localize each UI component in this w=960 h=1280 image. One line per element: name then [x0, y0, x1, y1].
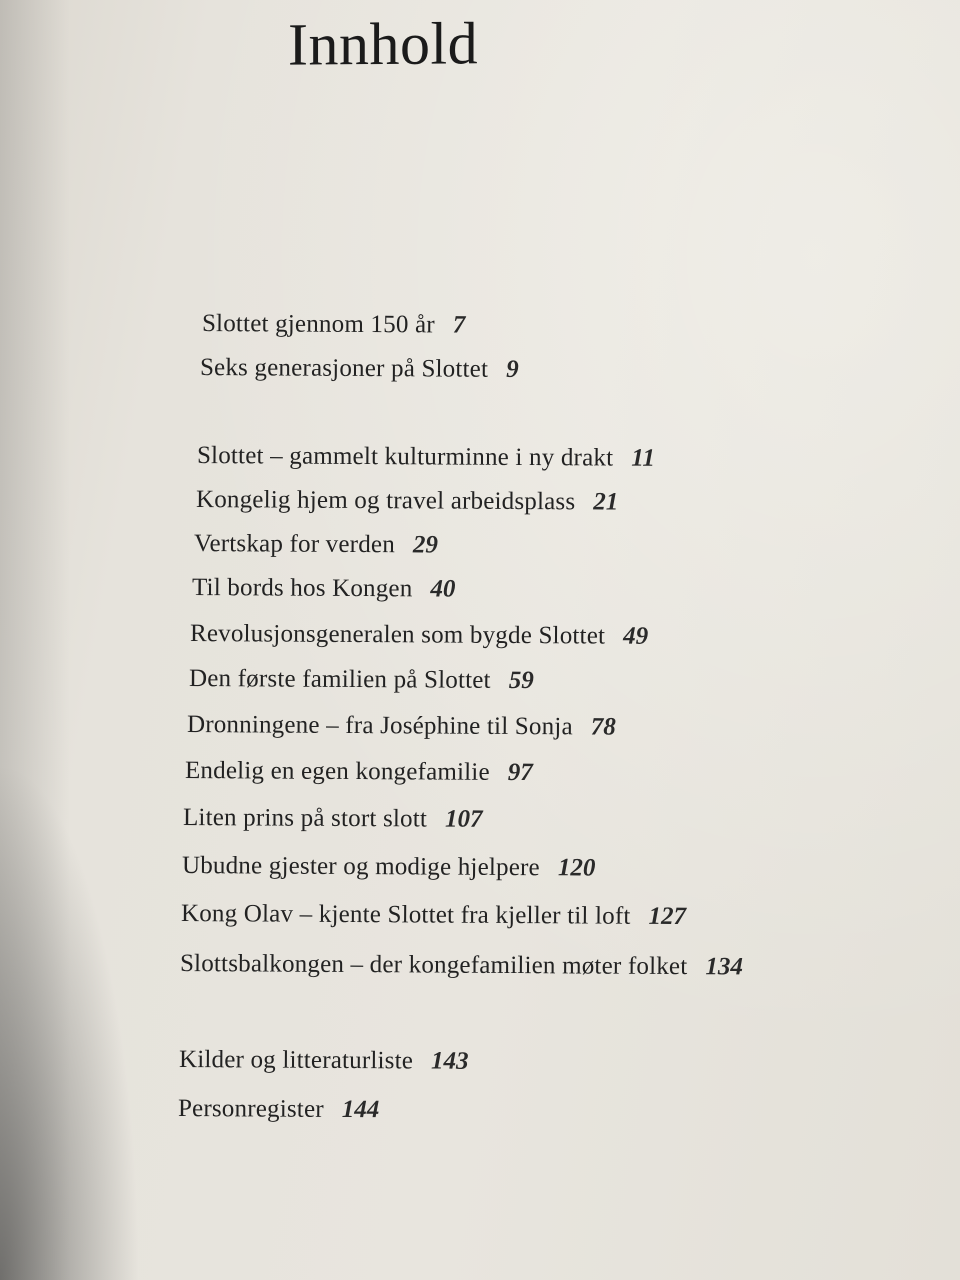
- toc-entry: [187, 711, 616, 742]
- toc-entry-page: 11: [631, 444, 655, 472]
- toc-entry-page: 29: [412, 531, 439, 559]
- toc-entry-page: 78: [590, 713, 616, 741]
- toc-entry-page: 143: [431, 1047, 469, 1075]
- toc-entry-title: Slottet gjennom 150 år: [201, 310, 435, 339]
- toc-entry-page: 49: [623, 622, 649, 650]
- toc-entry: [185, 757, 533, 787]
- toc-entry-page: 9: [506, 355, 519, 383]
- toc-entry-title: Ubudne gjester og modige hjelpere: [181, 852, 540, 882]
- toc-entry-title: Slottsbalkongen – der kongefamilien møter folket: [179, 950, 688, 981]
- toc-entry-title: Kong Olav – kjente Slottet fra kjeller til loft: [180, 900, 631, 930]
- toc-entry-title: Slottet – gammelt kulturminne i ny drakt: [196, 442, 614, 472]
- toc-entry-title: Revolusjonsgeneralen som bygde Slottet: [189, 620, 606, 650]
- toc-entry-title: Endelig en egen kongefamilie: [184, 757, 490, 786]
- toc-entry-page: 127: [648, 902, 687, 931]
- toc-entry: [178, 1095, 379, 1124]
- toc-entry-title: Liten prins på stort slott: [182, 804, 428, 833]
- toc-entry-page: 134: [705, 953, 743, 981]
- toc-entry: [183, 804, 483, 834]
- toc-entry-page: 97: [507, 758, 533, 787]
- toc-entry: [190, 620, 648, 651]
- toc-entry: [192, 574, 456, 604]
- toc-entry-title: Dronningene – fra Joséphine til Sonja: [186, 711, 573, 741]
- toc-entry: [202, 310, 466, 340]
- page-title: Innhold: [288, 10, 479, 78]
- toc-entry-title: Personregister: [177, 1095, 324, 1123]
- toc-entry-title: Kilder og litteraturliste: [178, 1046, 414, 1075]
- toc-entry-page: 40: [430, 575, 456, 603]
- toc-entry: [181, 900, 686, 931]
- toc-entry: [194, 530, 438, 559]
- toc-entry-page: 144: [341, 1096, 380, 1124]
- toc-entry: [197, 442, 655, 473]
- toc-entry-title: Seks generasjoner på Slottet: [199, 354, 489, 383]
- toc-entry-title: Kongelig hjem og travel arbeidsplass: [195, 486, 576, 516]
- toc-entry: [179, 1046, 469, 1076]
- toc-entry-page: 107: [444, 805, 483, 833]
- toc-entry: [200, 354, 519, 384]
- toc-entry: [182, 852, 596, 883]
- toc-entry-page: 59: [508, 666, 534, 695]
- toc-entry-page: 120: [557, 854, 596, 882]
- toc-entry-title: Til bords hos Kongen: [191, 574, 413, 603]
- toc-entry: [180, 950, 743, 981]
- toc-entry: [196, 486, 619, 517]
- toc-entry-title: Vertskap for verden: [193, 530, 396, 559]
- toc-entry-page: 7: [452, 311, 466, 339]
- toc-entry: [189, 665, 534, 695]
- toc-entry-page: 21: [593, 488, 619, 516]
- toc-entry-title: Den første familien på Slottet: [188, 665, 491, 694]
